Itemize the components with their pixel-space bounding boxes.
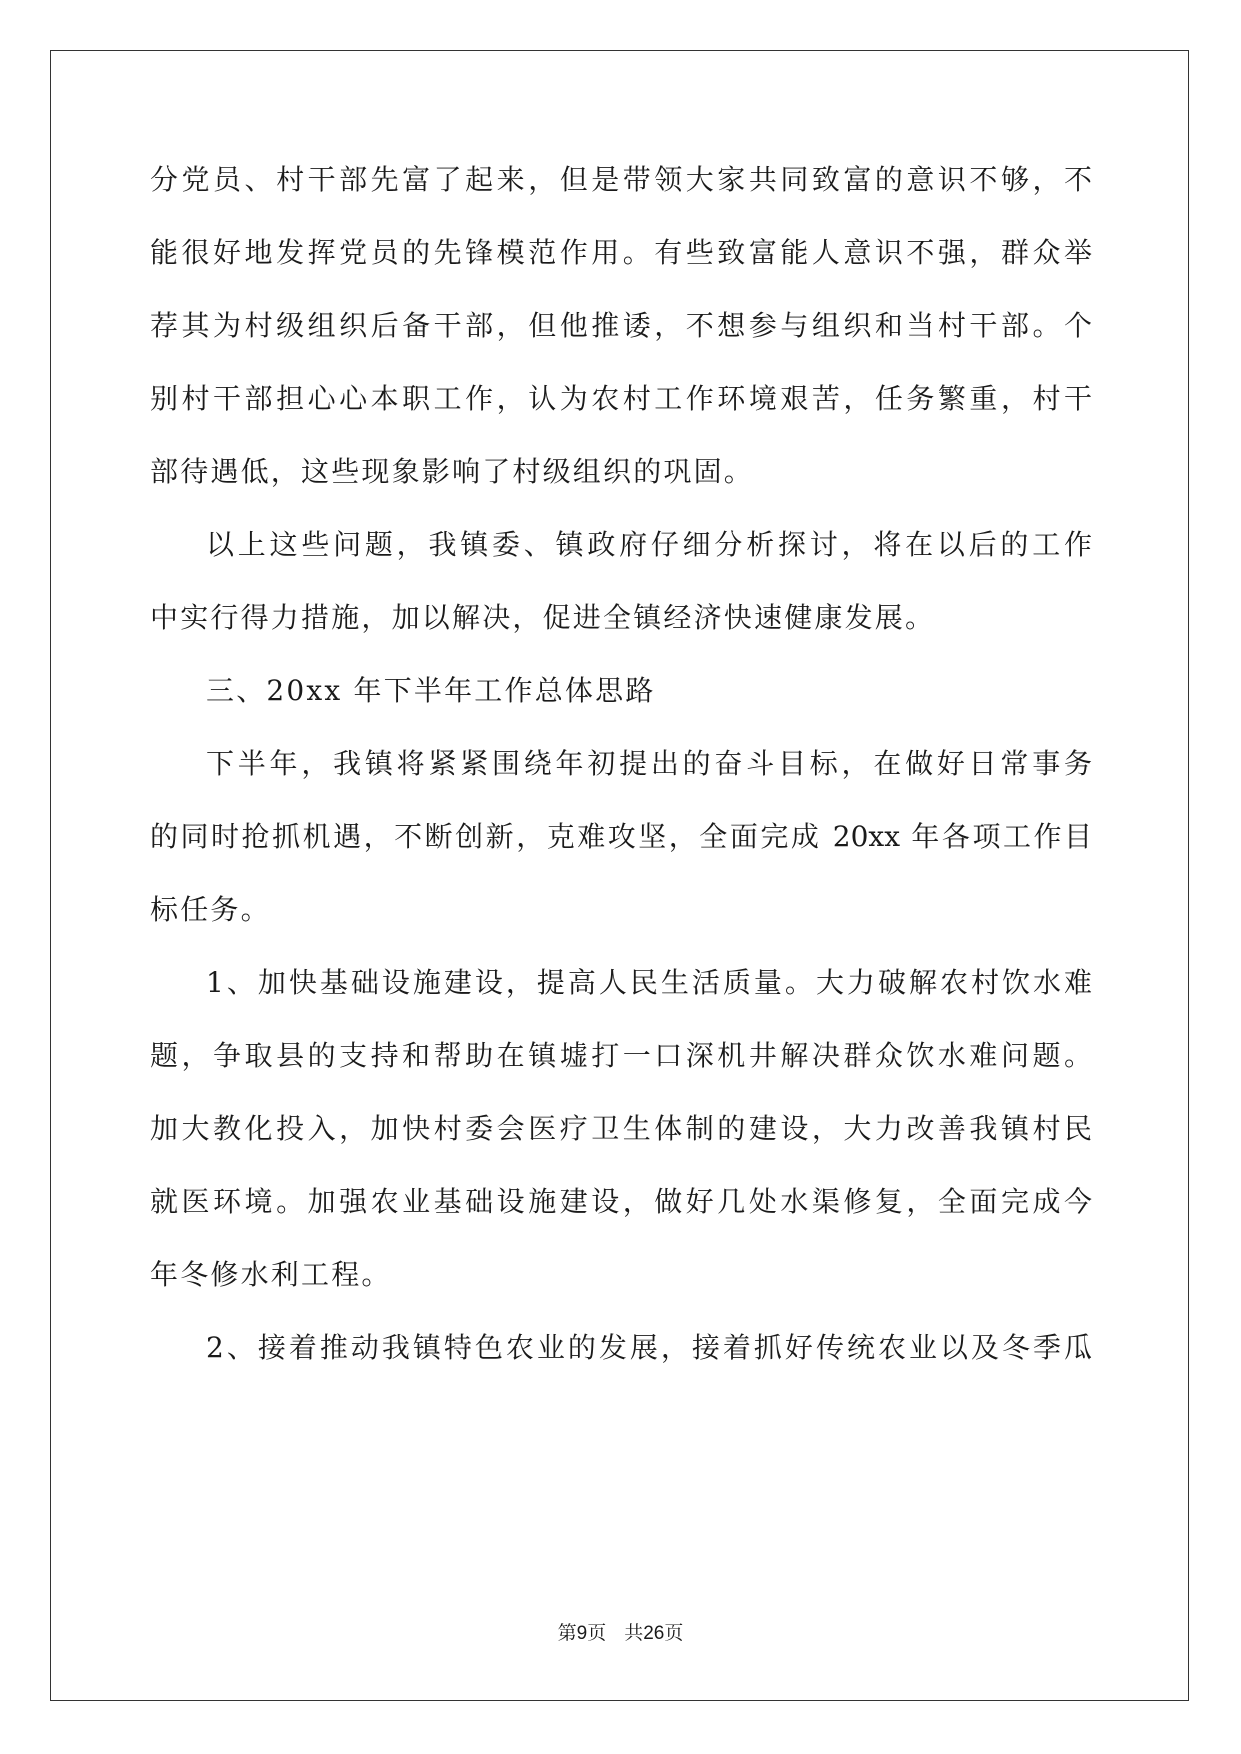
footer-total-suffix: 页 [664,1622,684,1644]
text-line: 就医环境。加强农业基础设施建设，做好几处水渠修复，全面完成今 [150,1185,1092,1218]
paragraph-first-line: 1、加快基础设施建设，提高人民生活质量。大力破解农村饮水难 [206,966,1092,999]
text-line: 中实行得力措施，加以解决，促进全镇经济快速健康发展。 [150,601,936,634]
text-line: 荐其为村级组织后备干部，但他推诿，不想参与组织和当村干部。个 [150,309,1092,342]
footer-prefix: 第 [557,1622,577,1644]
text-line: 标任务。 [150,893,271,926]
text-line: 题，争取县的支持和帮助在镇墟打一口深机井解决群众饮水难问题。 [150,1039,1092,1072]
text-line: 加大教化投入，加快村委会医疗卫生体制的建设，大力改善我镇村民 [150,1112,1092,1145]
page-footer [0,1618,1241,1645]
paragraph-first-line: 下半年，我镇将紧紧围绕年初提出的奋斗目标，在做好日常事务 [206,747,1092,780]
page-border [50,50,1189,1701]
text-line: 年冬修水利工程。 [150,1258,392,1291]
text-line: 分党员、村干部先富了起来，但是带领大家共同致富的意识不够，不 [150,163,1092,196]
section-heading: 三、20xx 年下半年工作总体思路 [206,674,656,707]
footer-total-pages: 26 [643,1623,665,1644]
footer-total-prefix: 共 [624,1622,644,1644]
text-line: 别村干部担心心本职工作，认为农村工作环境艰苦，任务繁重，村干 [150,382,1092,415]
footer-page-suffix: 页 [587,1622,607,1644]
paragraph-first-line: 2、接着推动我镇特色农业的发展，接着抓好传统农业以及冬季瓜 [206,1331,1092,1364]
text-line: 能很好地发挥党员的先锋模范作用。有些致富能人意识不强，群众举 [150,236,1092,269]
footer-page-number: 9 [576,1623,588,1644]
paragraph-first-line: 以上这些问题，我镇委、镇政府仔细分析探讨，将在以后的工作 [206,528,1092,561]
text-line: 部待遇低，这些现象影响了村级组织的巩固。 [150,455,755,488]
text-line: 的同时抢抓机遇，不断创新，克难攻坚，全面完成 20xx 年各项工作目 [150,820,1092,853]
